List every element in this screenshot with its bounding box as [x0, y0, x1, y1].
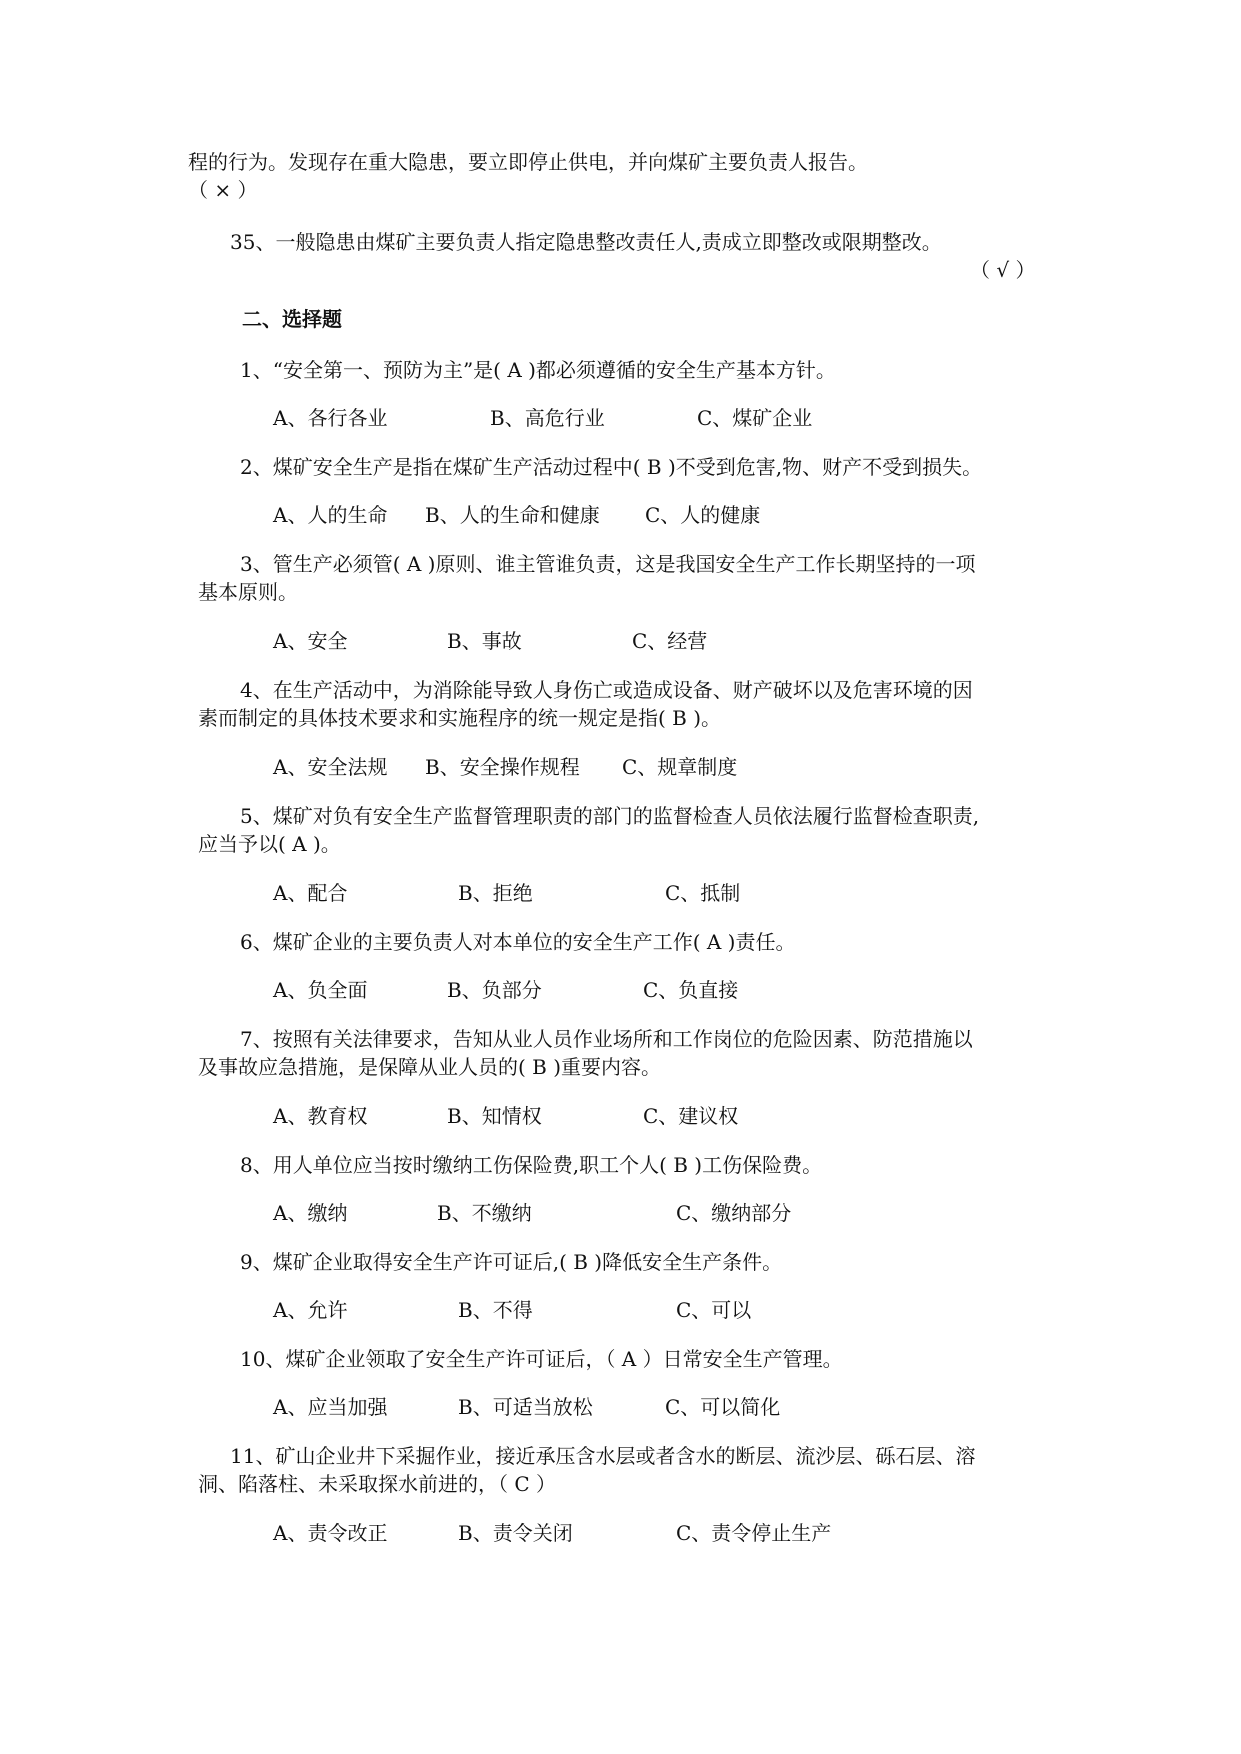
question-3-line-1: 3、管生产必须管( A )原则、谁主管谁负责，这是我国安全生产工作长期坚持的一项 [240, 552, 976, 576]
option-c: C、规章制度 [622, 755, 738, 779]
intro-line: 程的行为。发现存在重大隐患，要立即停止供电，并向煤矿主要负责人报告。 [188, 150, 868, 174]
question-9: 9、煤矿企业取得安全生产许可证后,( B )降低安全生产条件。 [240, 1250, 783, 1274]
option-a: A、应当加强 [273, 1395, 388, 1419]
question-3-line-2: 基本原则。 [198, 580, 298, 604]
option-a: A、人的生命 [273, 503, 388, 527]
option-a: A、安全 [273, 629, 348, 653]
option-c: C、经营 [632, 629, 708, 653]
option-c: C、责令停止生产 [676, 1521, 832, 1545]
option-c: C、人的健康 [645, 503, 761, 527]
option-b: B、不得 [458, 1298, 533, 1322]
option-a: A、缴纳 [273, 1201, 348, 1225]
option-b: B、知情权 [447, 1104, 542, 1128]
option-a: A、允许 [273, 1298, 348, 1322]
question-35: 35、一般隐患由煤矿主要负责人指定隐患整改责任人,责成立即整改或限期整改。 [230, 230, 942, 254]
option-b: B、拒绝 [458, 881, 533, 905]
option-b: B、人的生命和健康 [425, 503, 600, 527]
question-35-answer-mark: （ √ ） [970, 258, 1036, 282]
option-b: B、不缴纳 [437, 1201, 532, 1225]
question-4-line-1: 4、在生产活动中，为消除能导致人身伤亡或造成设备、财产破坏以及危害环境的因 [240, 678, 973, 702]
question-7-line-2: 及事故应急措施，是保障从业人员的( B )重要内容。 [198, 1055, 662, 1079]
option-b: B、事故 [447, 629, 522, 653]
question-4-line-2: 素而制定的具体技术要求和实施程序的统一规定是指( B )。 [198, 706, 722, 730]
option-b: B、责令关闭 [458, 1521, 573, 1545]
option-a: A、配合 [273, 881, 348, 905]
question-11-line-2: 洞、陷落柱、未采取探水前进的，（ C ） [198, 1472, 557, 1496]
option-c: C、可以简化 [665, 1395, 781, 1419]
question-11-line-1: 11、矿山企业井下采掘作业，接近承压含水层或者含水的断层、流沙层、砾石层、溶 [230, 1444, 976, 1468]
question-5-line-1: 5、煤矿对负有安全生产监督管理职责的部门的监督检查人员依法履行监督检查职责, [240, 804, 980, 828]
question-10: 10、煤矿企业领取了安全生产许可证后，（ A ）日常安全生产管理。 [240, 1347, 843, 1371]
option-b: B、安全操作规程 [425, 755, 580, 779]
section-title: 二、选择题 [242, 307, 342, 331]
option-a: A、责令改正 [273, 1521, 388, 1545]
option-c: C、可以 [676, 1298, 752, 1322]
option-b: B、可适当放松 [458, 1395, 593, 1419]
option-a: A、各行各业 [273, 406, 388, 430]
intro-answer-mark: （ × ） [188, 178, 258, 202]
question-1: 1、“安全第一、预防为主”是( A )都必须遵循的安全生产基本方针。 [240, 358, 836, 382]
option-c: C、负直接 [643, 978, 739, 1002]
option-c: C、建议权 [643, 1104, 739, 1128]
question-5-line-2: 应当予以( A )。 [198, 832, 341, 856]
question-7-line-1: 7、按照有关法律要求，告知从业人员作业场所和工作岗位的危险因素、防范措施以 [240, 1027, 973, 1051]
option-a: A、安全法规 [273, 755, 388, 779]
option-b: B、负部分 [447, 978, 542, 1002]
option-a: A、负全面 [273, 978, 368, 1002]
option-c: C、煤矿企业 [697, 406, 813, 430]
option-c: C、缴纳部分 [676, 1201, 792, 1225]
question-6: 6、煤矿企业的主要负责人对本单位的安全生产工作( A )责任。 [240, 930, 796, 954]
option-a: A、教育权 [273, 1104, 368, 1128]
question-2: 2、煤矿安全生产是指在煤矿生产活动过程中( B )不受到危害,物、财产不受到损失。 [240, 455, 983, 479]
option-c: C、抵制 [665, 881, 741, 905]
question-8: 8、用人单位应当按时缴纳工伤保险费,职工个人( B )工伤保险费。 [240, 1153, 823, 1177]
option-b: B、高危行业 [490, 406, 605, 430]
